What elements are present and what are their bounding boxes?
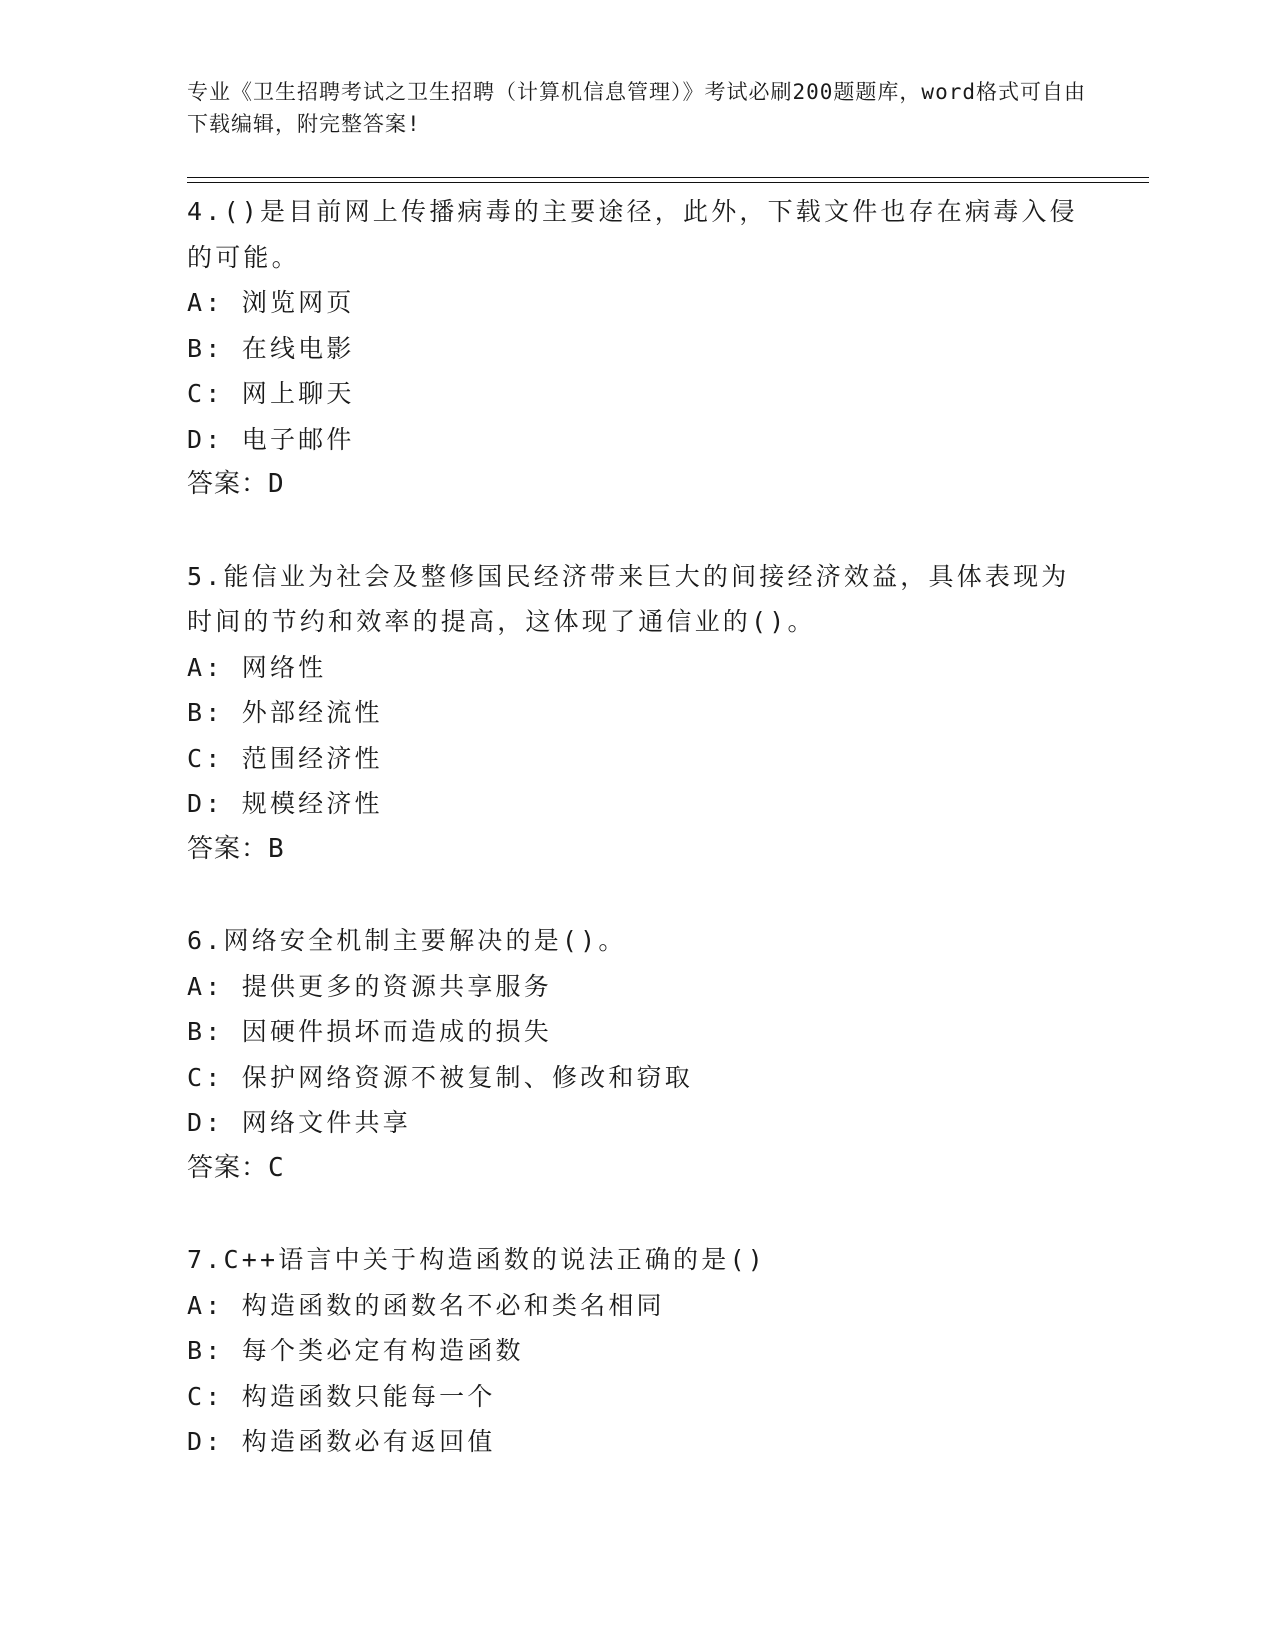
question-5 [187,554,1087,873]
question-4 [187,189,1087,508]
option-a: A: 提供更多的资源共享服务 [187,971,552,1001]
question-stem: 6.网络安全机制主要解决的是()。 [187,926,627,955]
option-d: D: 构造函数必有返回值 [187,1427,496,1456]
question-stem: 5.能信业为社会及整修国民经济带来巨大的间接经济效益，具体表现为时间的节约和效率的提高，这体现了通信业的()。 [187,561,1070,636]
option-a: A: 构造函数的函数名不必和类名相同 [187,1290,665,1320]
document-header: 专业《卫生招聘考试之卫生招聘（计算机信息管理）》考试必刷200题题库，word格式可自由下载编辑，附完整答案! [187,80,1086,136]
option-b: B: 外部经流性 [187,698,383,727]
answer-line [187,1146,1087,1192]
option-c: C: 构造函数只能每一个 [187,1381,496,1411]
question-stem: 7.C++语言中关于构造函数的说法正确的是() [187,1245,766,1274]
answer-label: 答案： [187,833,269,864]
option-c: C: 网上聊天 [187,379,355,408]
option-a: A: 浏览网页 [187,288,355,317]
answer-line [187,462,1087,508]
answer-line [187,827,1087,873]
question-stem: 4.()是目前网上传播病毒的主要途径，此外，下载文件也存在病毒入侵的可能。 [187,197,1078,272]
question-6 [187,918,1087,1191]
answer-value: C [268,1152,285,1183]
option-c: C: 保护网络资源不被复制、修改和窃取 [187,1062,693,1092]
option-a: A: 网络性 [187,652,327,682]
answer-value: B [268,833,285,864]
header-rule-top [187,177,1149,178]
question-list [187,189,1087,1465]
question-7 [187,1237,1087,1465]
answer-label: 答案： [187,469,269,499]
option-b: B: 每个类必定有构造函数 [187,1336,524,1365]
option-d: D: 网络文件共享 [187,1108,411,1137]
header-rule-bottom [187,182,1149,183]
option-c: C: 范围经济性 [187,743,383,773]
option-d: D: 电子邮件 [187,424,355,454]
option-b: B: 在线电影 [187,333,355,363]
answer-label: 答案： [187,1152,269,1183]
answer-value: D [268,469,285,499]
option-d: D: 规模经济性 [187,789,383,818]
option-b: B: 因硬件损坏而造成的损失 [187,1017,552,1046]
